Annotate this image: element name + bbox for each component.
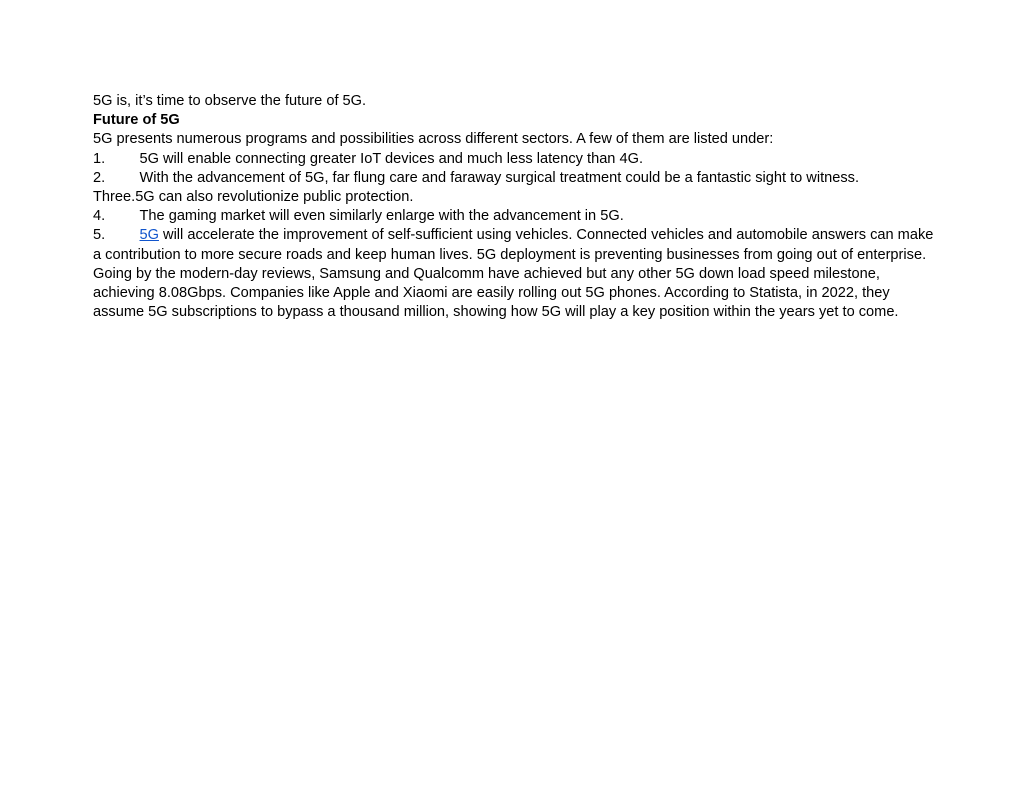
list-item-text: will accelerate the improvement of self-sufficient using vehicles. Connected vehicles and automobile answers can make a contribution to more secure roads and keep human lives. 5G deployment is preventing businesses from going out of enterprise. Going by the modern-day reviews, Samsung and Qualcomm have achieved but any other 5G down load speed milestone, achieving 8.08Gbps. Companies like Apple and Xiaomi are easily rolling out 5G phones. According to Statista, in 2022, they assume 5G subscriptions to bypass a thousand million, showing how 5G will play a key position within the years yet to come. [93, 227, 934, 321]
list-item-text: 5G can also revolutionize public protection. [135, 189, 414, 206]
list-item [93, 188, 943, 207]
lead-paragraph: 5G presents numerous programs and possibilities across different sectors. A few of them are listed under: [93, 131, 774, 148]
list-item-text: The gaming market will even similarly enlarge with the advancement in 5G. [139, 208, 624, 225]
section-heading: Future of 5G [93, 112, 180, 129]
list-number: 1. [93, 150, 106, 167]
list-item-text: With the advancement of 5G, far flung care and faraway surgical treatment could be a fantastic sight to witness. [139, 169, 860, 186]
list-item [93, 207, 943, 226]
list-item [93, 169, 943, 188]
list-item [93, 226, 943, 322]
intro-text: 5G is, it’s time to observe the future of 5G. [93, 93, 367, 109]
list-number: 2. [93, 169, 106, 186]
document-body [93, 92, 943, 322]
5g-link[interactable]: 5G [139, 227, 159, 244]
list-item [93, 150, 943, 169]
list-number: 4. [93, 208, 106, 225]
list-item-text: 5G will enable connecting greater IoT devices and much less latency than 4G. [139, 150, 643, 167]
list-number: Three. [93, 189, 136, 206]
list-number: 5. [93, 227, 106, 244]
